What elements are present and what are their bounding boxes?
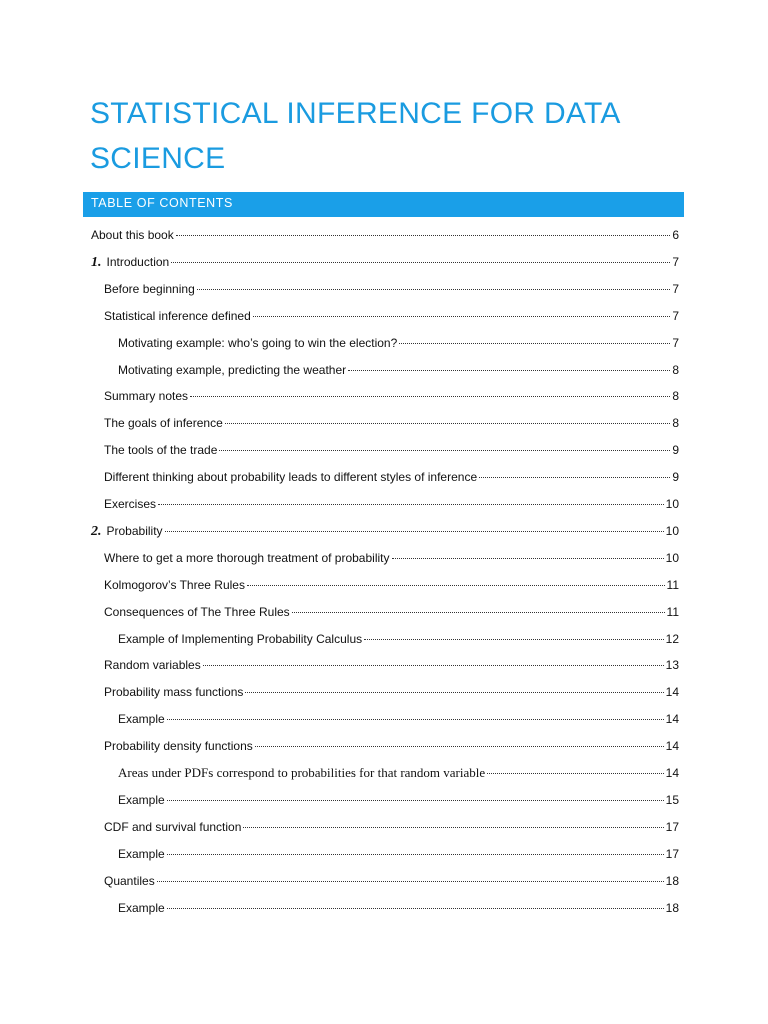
toc-entry-label: Summary notes (104, 389, 189, 404)
toc-entry[interactable] (91, 253, 679, 271)
toc-entry-page-number: 7 (672, 335, 679, 350)
toc-dot-leader (292, 602, 665, 613)
toc-entry[interactable] (91, 522, 679, 540)
toc-entry-label: Probability density functions (104, 739, 253, 754)
toc-entry-page-number: 17 (665, 819, 679, 834)
toc-dot-leader (157, 871, 664, 882)
toc-entry-label: Different thinking about probability leads to different styles of inference (104, 470, 478, 485)
toc-entry[interactable] (118, 899, 679, 917)
toc-dot-leader (203, 655, 664, 666)
toc-entry[interactable] (118, 845, 679, 863)
toc-entry-page-number: 14 (665, 712, 679, 727)
toc-entry[interactable] (104, 818, 679, 836)
toc-dot-leader (167, 709, 664, 720)
toc-entry[interactable] (118, 361, 679, 379)
toc-dot-leader (255, 736, 664, 747)
toc-entry-page-number: 9 (672, 443, 679, 458)
toc-dot-leader (167, 898, 664, 909)
toc-dot-leader (219, 440, 670, 451)
toc-entry-number: 2. (91, 523, 102, 539)
toc-dot-leader (253, 306, 671, 317)
toc-entry-label: Introduction (106, 254, 170, 269)
toc-dot-leader (243, 817, 663, 828)
toc-entry-page-number: 17 (665, 846, 679, 861)
toc-entry[interactable] (104, 872, 679, 890)
toc-entry[interactable] (104, 414, 679, 432)
toc-entry[interactable] (118, 334, 679, 352)
toc-entry-page-number: 14 (665, 739, 679, 754)
toc-entry-page-number: 18 (665, 873, 679, 888)
toc-dot-leader (167, 790, 664, 801)
toc-entry-label: Example (118, 792, 165, 807)
toc-entry-page-number: 8 (672, 389, 679, 404)
toc-entry-number: 1. (91, 254, 102, 270)
toc-entry[interactable] (118, 710, 679, 728)
toc-dot-leader (247, 575, 665, 586)
toc-entry-page-number: 13 (665, 658, 679, 673)
toc-entry-label: Random variables (104, 658, 201, 673)
toc-entry[interactable] (104, 387, 679, 405)
toc-entry[interactable] (104, 576, 679, 594)
toc-dot-leader (176, 225, 671, 236)
toc-entry-label: Where to get a more thorough treatment of probability (104, 550, 390, 565)
toc-dot-leader (399, 333, 670, 344)
toc-dot-leader (479, 467, 670, 478)
toc-entry[interactable] (118, 791, 679, 809)
toc-entry-page-number: 14 (665, 685, 679, 700)
toc-entry-page-number: 10 (665, 497, 679, 511)
toc-entry-label: Kolmogorov’s Three Rules (104, 577, 245, 592)
toc-entry-label: Probability (106, 523, 163, 538)
toc-entry[interactable] (104, 441, 679, 459)
toc-entry-label: Example (118, 900, 165, 915)
toc-entry[interactable] (104, 656, 679, 674)
toc-entry-label: Example of Implementing Probability Calculus (118, 631, 363, 646)
toc-entry[interactable] (104, 280, 679, 298)
toc-entry-label: Motivating example, predicting the weather (118, 362, 347, 377)
toc-entry-label: Statistical inference defined (104, 308, 251, 323)
toc-entry-label: CDF and survival function (104, 819, 242, 834)
toc-entry-page-number: 6 (672, 228, 679, 242)
toc-entry[interactable] (104, 549, 679, 567)
toc-entry-page-number: 11 (666, 604, 679, 619)
toc-entry[interactable] (104, 307, 679, 325)
document-title-line-2: SCIENCE (90, 142, 226, 175)
toc-entry-page-number: 10 (665, 523, 679, 538)
toc-dot-leader (165, 521, 664, 532)
toc-entry-page-number: 7 (672, 281, 679, 296)
toc-entry-label: Quantiles (104, 873, 155, 888)
toc-entry-page-number: 15 (665, 792, 679, 807)
toc-entry-page-number: 18 (665, 900, 679, 915)
toc-entry-page-number: 11 (666, 577, 679, 592)
toc-entry-label: About this book (91, 228, 174, 242)
toc-entry-label: Example (118, 712, 165, 727)
toc-entry-page-number: 14 (665, 766, 679, 780)
toc-dot-leader (348, 360, 670, 371)
toc-dot-leader (364, 629, 664, 640)
toc-entry-page-number: 7 (672, 308, 679, 323)
document-title-line-1: STATISTICAL INFERENCE FOR DATA (90, 97, 621, 130)
toc-dot-leader (197, 279, 671, 290)
toc-entry-page-number: 12 (665, 631, 679, 646)
toc-entry[interactable] (104, 737, 679, 755)
toc-entry[interactable] (104, 683, 679, 701)
toc-entry[interactable] (118, 764, 679, 782)
toc-entry-label: The goals of inference (104, 416, 223, 431)
toc-entry-page-number: 8 (672, 416, 679, 431)
toc-entry[interactable] (91, 226, 679, 244)
toc-dot-leader (190, 386, 670, 397)
toc-entry-page-number: 8 (672, 362, 679, 377)
toc-entry-page-number: 7 (672, 254, 679, 269)
toc-dot-leader (158, 494, 664, 505)
toc-heading: TABLE OF CONTENTS (91, 196, 233, 210)
toc-dot-leader (245, 682, 663, 693)
toc-entry[interactable] (104, 468, 679, 486)
toc-dot-leader (167, 844, 664, 855)
toc-entry[interactable] (118, 630, 679, 648)
toc-entry-label: Areas under PDFs correspond to probabilities for that random variable (118, 765, 486, 780)
toc-entry-label: The tools of the trade (104, 443, 218, 458)
toc-dot-leader (225, 413, 671, 424)
toc-entry-page-number: 10 (665, 550, 679, 565)
toc-dot-leader (392, 548, 664, 559)
toc-entry-label: Exercises (104, 497, 157, 511)
toc-entry-label: Motivating example: who’s going to win the election? (118, 335, 398, 350)
toc-entry[interactable] (104, 495, 679, 513)
toc-dot-leader (171, 252, 670, 263)
toc-entry-label: Consequences of The Three Rules (104, 604, 290, 619)
toc-entry-page-number: 9 (672, 470, 679, 485)
toc-entry-label: Before beginning (104, 281, 195, 296)
toc-entry-label: Example (118, 846, 165, 861)
toc-entry[interactable] (104, 603, 679, 621)
toc-entry-label: Probability mass functions (104, 685, 244, 700)
toc-dot-leader (487, 763, 663, 774)
